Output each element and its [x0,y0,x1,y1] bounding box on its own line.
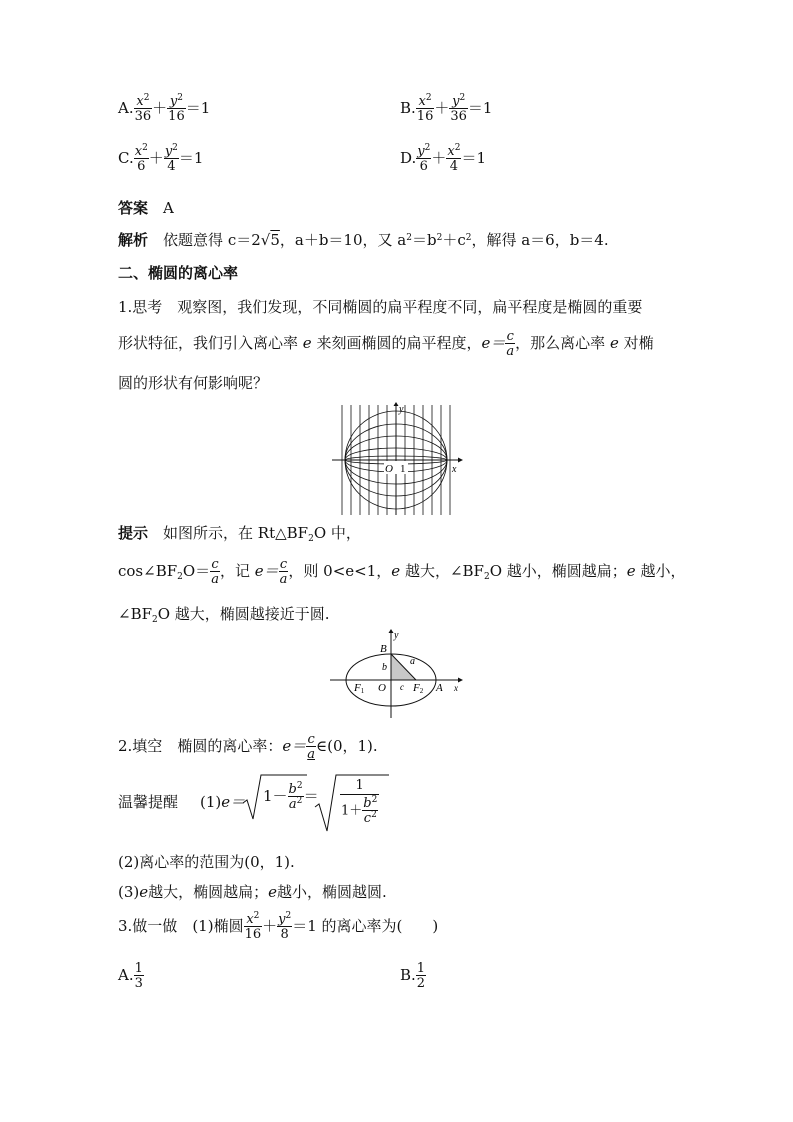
y-axis-arrow [389,629,394,633]
point-b-label: B [380,643,387,655]
x-axis-arrow [458,678,463,683]
ellipses-figure [330,402,465,515]
practice-option-b: B. $\frac{1}{2}$ [400,961,426,991]
hint-line-2: $\cos\angle BF_2O=$ $\frac{c}{a}$ ，记 e＝ $\frac{c}{a}$ ，则 0<e<1，e 越大，$\angle BF_2O$ 越小，椭圆越扁；e 越小， [118,557,686,587]
origin-label: O [378,682,386,694]
ellipse-triangle-figure [330,628,465,718]
origin-label: O [385,463,393,475]
think-line-1: 1.思考 观察图，我们发现，不同椭圆的扁平程度不同，扁平程度是椭圆的重要 [118,298,643,316]
practice-option-a: A. $\frac{1}{3}$ [118,961,143,991]
fill-line: 2.填空 椭圆的离心率：e＝ $\frac{c}{a}$ ∈(0，1). [118,732,378,762]
option-a: A. $\frac{x^2}{36}$ ＋ $\frac{y^2}{16}$ ＝1 [118,93,211,124]
y-label: y [394,630,399,641]
answer-line: 答案 A [118,199,174,217]
option-b: B. $\frac{x^2}{16}$ ＋ $\frac{y^2}{36}$ ＝1 [400,93,493,124]
option-c: C. $\frac{x^2}{6}$ ＋ $\frac{y^2}{4}$ ＝1 [118,143,204,174]
one-label: 1 [400,463,406,475]
tip-line-2: (2)离心率的范围为(0，1). [118,853,295,871]
tip-line-3: (3)e越大，椭圆越扁；e越小，椭圆越圆. [118,883,387,901]
x-label: x [454,683,458,693]
practice-line: 3.做一做 (1)椭圆 $\frac{x^2}{16}$ ＋ $\frac{y^2}{8}$ ＝1 的离心率为( ) [118,911,439,942]
x-axis-arrow [458,458,463,463]
hint-line-3: $\angle BF_2O$ 越大，椭圆越接近于圆. [118,605,330,625]
think-line-3: 圆的形状有何影响呢？ [118,374,269,392]
x-label: x [452,464,457,475]
y-label: y [399,404,404,415]
hint-line-1: 提示 如图所示，在 $Rt\triangle BF_2O$ 中， [118,524,361,544]
point-a-label: A [436,682,443,694]
a-label: a [410,656,415,667]
solution-line: 解析 依题意得 c＝2√5，a＋b＝10，又 $a^2=b^2+c^2$，解得 a＝6，b＝4. [118,231,609,249]
y-axis-arrow [394,402,399,406]
section-title: 二、椭圆的离心率 [118,264,239,282]
option-d: D. $\frac{y^2}{6}$ ＋ $\frac{x^2}{4}$ ＝1 [400,143,486,174]
c-label: c [400,682,404,692]
b-label: b [382,662,387,673]
f1-label: F1 [354,682,365,695]
think-line-2: 形状特征，我们引入离心率 e 来刻画椭圆的扁平程度，e＝ $\frac{c}{a}$ ，那么离心率 e 对椭 [118,329,654,359]
f2-label: F2 [413,682,424,695]
